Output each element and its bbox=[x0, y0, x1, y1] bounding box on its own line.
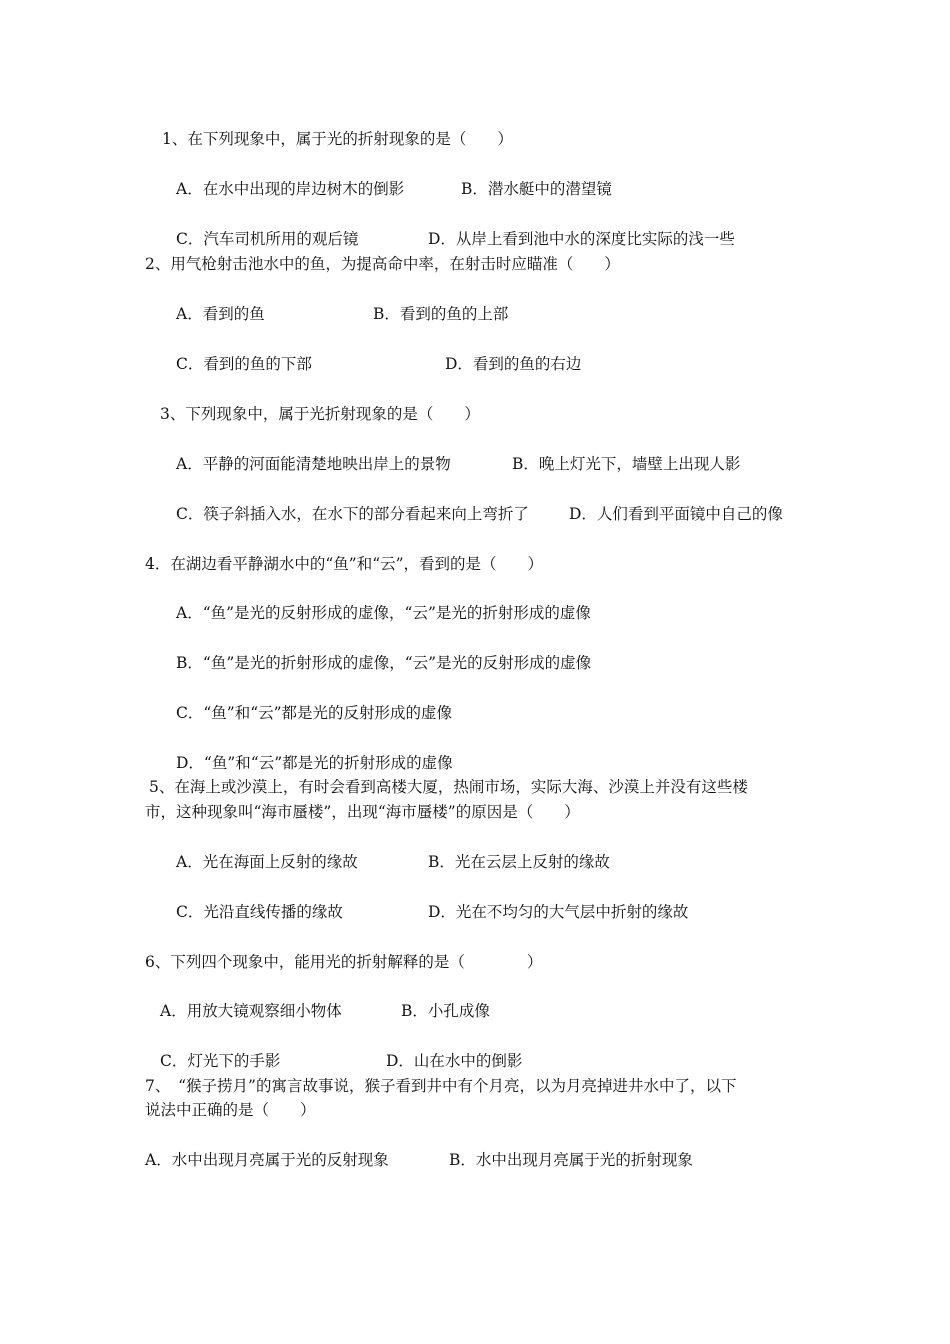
q7-stem-line1: 7、 “猴子捞月”的寓言故事说，猴子看到井中有个月亮，以为月亮掉进井水中了，以下 bbox=[145, 1077, 737, 1095]
q6-option-d: D．山在水中的倒影 bbox=[386, 1052, 523, 1070]
q1-option-c: C．汽车司机所用的观后镜 bbox=[176, 230, 359, 248]
q5-option-b: B．光在云层上反射的缘故 bbox=[428, 853, 610, 871]
q2-option-d: D．看到的鱼的右边 bbox=[445, 355, 582, 373]
q5-option-d: D．光在不均匀的大气层中折射的缘故 bbox=[428, 903, 689, 921]
q6-option-a: A．用放大镜观察细小物体 bbox=[160, 1002, 342, 1020]
q2-option-c: C．看到的鱼的下部 bbox=[176, 355, 312, 373]
q2-option-b: B．看到的鱼的上部 bbox=[373, 305, 509, 323]
q5-stem-line2: 市，这种现象叫“海市蜃楼”，出现“海市蜃楼”的原因是（ ） bbox=[145, 803, 580, 821]
q4-option-a: A．“鱼”是光的反射形成的虚像，“云”是光的折射形成的虚像 bbox=[176, 604, 591, 622]
q6-option-b: B．小孔成像 bbox=[401, 1002, 490, 1020]
q1-stem: 1、在下列现象中，属于光的折射现象的是（ ） bbox=[162, 130, 513, 148]
q4-option-d: D．“鱼”和“云”都是光的折射形成的虚像 bbox=[176, 754, 453, 772]
q5-option-c: C．光沿直线传播的缘故 bbox=[176, 903, 343, 921]
q3-option-c: C．筷子斜插入水，在水下的部分看起来向上弯折了 bbox=[176, 505, 529, 523]
q6-stem: 6、下列四个现象中，能用光的折射解释的是（ ） bbox=[145, 953, 543, 971]
q4-option-b: B．“鱼”是光的折射形成的虚像，“云”是光的反射形成的虚像 bbox=[176, 654, 592, 672]
q7-option-a: A．水中出现月亮属于光的反射现象 bbox=[145, 1151, 389, 1169]
q6-option-c: C．灯光下的手影 bbox=[160, 1052, 281, 1070]
q2-stem: 2、用气枪射击池水中的鱼，为提高命中率，在射击时应瞄准（ ） bbox=[145, 255, 620, 273]
q3-option-a: A．平静的河面能清楚地映出岸上的景物 bbox=[176, 455, 451, 473]
q3-option-d: D．人们看到平面镜中自己的像 bbox=[569, 505, 783, 523]
q3-stem: 3、下列现象中，属于光折射现象的是（ ） bbox=[160, 405, 480, 423]
q7-stem-line2: 说法中正确的是（ ） bbox=[145, 1101, 316, 1119]
q1-option-d: D．从岸上看到池中水的深度比实际的浅一些 bbox=[428, 230, 735, 248]
q1-option-a: A．在水中出现的岸边树木的倒影 bbox=[176, 180, 405, 198]
q3-option-b: B．晚上灯光下，墙壁上出现人影 bbox=[512, 455, 741, 473]
q5-stem-line1: 5、在海上或沙漠上，有时会看到高楼大厦，热闹市场，实际大海、沙漠上并没有这些楼 bbox=[149, 778, 748, 796]
q7-option-b: B．水中出现月亮属于光的折射现象 bbox=[449, 1151, 693, 1169]
q4-option-c: C．“鱼”和“云”都是光的反射形成的虚像 bbox=[176, 704, 453, 722]
q4-stem: 4．在湖边看平静湖水中的“鱼”和“云”，看到的是（ ） bbox=[145, 555, 544, 573]
q1-option-b: B．潜水艇中的潜望镜 bbox=[461, 180, 612, 198]
q5-option-a: A．光在海面上反射的缘故 bbox=[176, 853, 358, 871]
q2-option-a: A．看到的鱼 bbox=[176, 305, 265, 323]
